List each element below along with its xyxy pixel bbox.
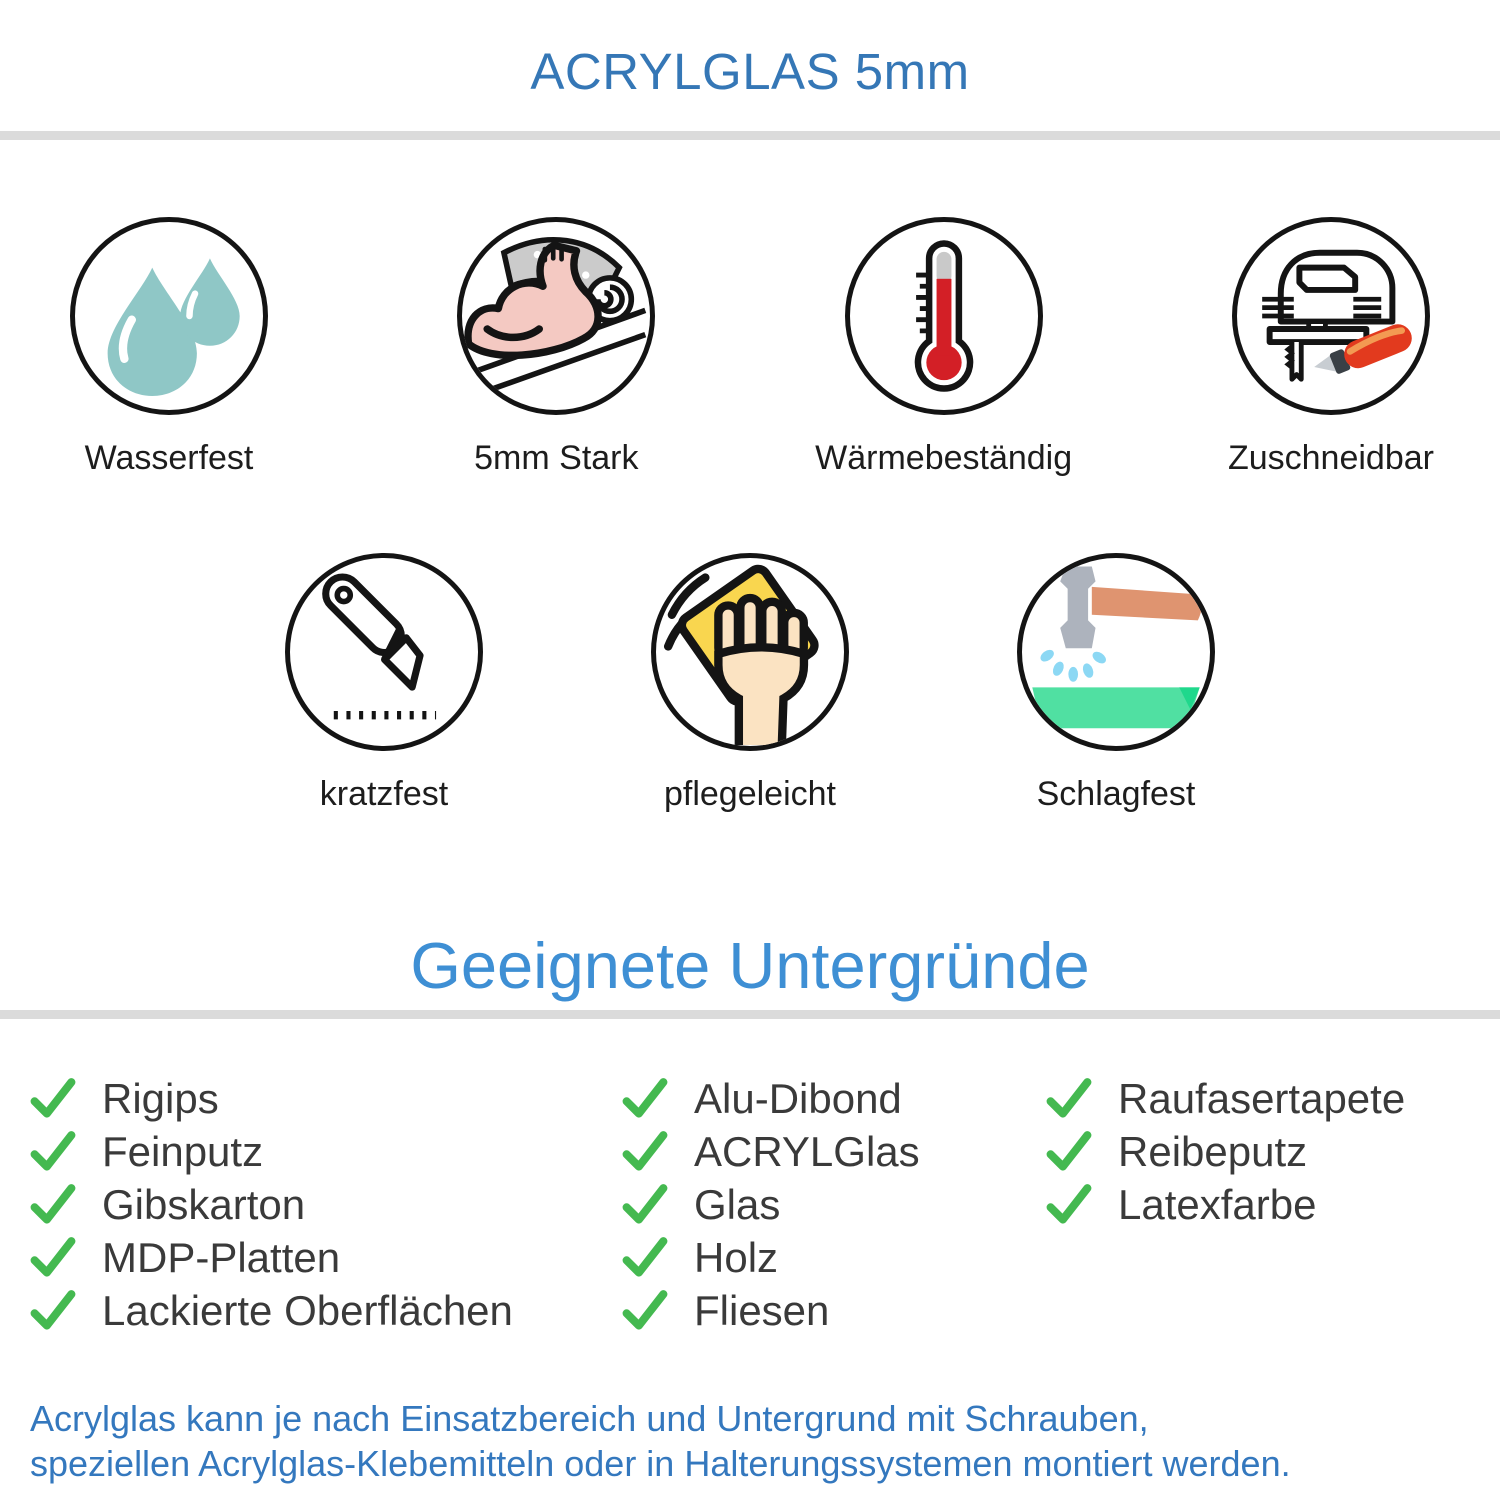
surface-label: Rigips xyxy=(102,1074,219,1122)
surface-label: Lackierte Oberflächen xyxy=(102,1286,513,1334)
feature-circle xyxy=(651,553,849,751)
feature-label: Schlagfest xyxy=(1036,775,1196,813)
jigsaw-cutter-icon xyxy=(1238,223,1424,409)
feature-schlagfest xyxy=(1017,553,1215,814)
surface-item xyxy=(622,1072,920,1125)
checkmark-icon xyxy=(30,1129,76,1175)
feature-label: kratzfest xyxy=(319,775,449,813)
surface-label: MDP-Platten xyxy=(102,1233,341,1281)
feature-label: Wasserfest xyxy=(84,439,254,477)
feature-wasserfest xyxy=(70,217,268,478)
surfaces-column-3 xyxy=(1046,1072,1405,1231)
feature-zuschneidbar xyxy=(1227,217,1434,478)
surface-label: Holz xyxy=(694,1233,779,1281)
surface-item xyxy=(30,1178,513,1231)
feature-circle xyxy=(1232,217,1430,415)
surface-item xyxy=(1046,1178,1405,1231)
surface-item xyxy=(1046,1072,1405,1125)
checkmark-icon xyxy=(622,1129,668,1175)
surface-label: Reibeputz xyxy=(1118,1127,1308,1175)
muscle-arm-icon xyxy=(463,223,649,409)
thermometer-icon xyxy=(851,223,1037,409)
checkmark-icon xyxy=(1046,1076,1092,1122)
checkmark-icon xyxy=(30,1076,76,1122)
surfaces-heading: Geeignete Untergründe xyxy=(410,929,1090,1002)
feature-circle xyxy=(457,217,655,415)
surface-item xyxy=(1046,1125,1405,1178)
feature-circle xyxy=(845,217,1043,415)
water-drops-icon xyxy=(76,223,262,409)
feature-pflegeleicht xyxy=(651,553,849,814)
cleaning-hand-icon xyxy=(657,559,843,745)
checkmark-icon xyxy=(1046,1129,1092,1175)
surfaces-list xyxy=(0,1072,1500,1362)
feature-label: Zuschneidbar xyxy=(1227,439,1434,477)
checkmark-icon xyxy=(622,1288,668,1334)
surface-item xyxy=(622,1125,920,1178)
surface-label: Glas xyxy=(694,1180,781,1228)
feature-circle xyxy=(285,553,483,751)
surface-label: ACRYLGlas xyxy=(694,1127,920,1175)
surface-label: Raufasertapete xyxy=(1118,1074,1406,1122)
feature-5mm-stark xyxy=(457,217,655,478)
hammer-icon xyxy=(1023,559,1209,745)
feature-circle xyxy=(1017,553,1215,751)
checkmark-icon xyxy=(622,1182,668,1228)
surfaces-column-1 xyxy=(30,1072,513,1337)
features-row-1 xyxy=(0,217,1500,478)
utility-knife-icon xyxy=(291,559,477,745)
surfaces-column-2 xyxy=(622,1072,920,1337)
feature-label: 5mm Stark xyxy=(474,439,639,477)
surface-item xyxy=(622,1231,920,1284)
feature-waermebestaendig xyxy=(815,217,1073,478)
checkmark-icon xyxy=(622,1076,668,1122)
page-title: ACRYLGLAS 5mm xyxy=(530,43,970,100)
feature-circle xyxy=(70,217,268,415)
checkmark-icon xyxy=(30,1288,76,1334)
feature-label: pflegeleicht xyxy=(663,775,836,813)
surface-item xyxy=(30,1284,513,1337)
feature-kratzfest xyxy=(285,553,483,814)
surface-label: Fliesen xyxy=(694,1286,830,1334)
note-line-2: speziellen Acrylglas-Klebemitteln oder in Halterungssystemen montiert werden. xyxy=(30,1443,1291,1484)
surface-item xyxy=(622,1284,920,1337)
surface-item xyxy=(622,1178,920,1231)
divider xyxy=(0,131,1500,140)
surface-item xyxy=(30,1125,513,1178)
checkmark-icon xyxy=(30,1182,76,1228)
surface-label: Gibskarton xyxy=(102,1180,306,1228)
surface-label: Feinputz xyxy=(102,1127,264,1175)
divider xyxy=(0,1010,1500,1019)
note-line-1: Acrylglas kann je nach Einsatzbereich und Untergrund mit Schrauben, xyxy=(30,1398,1149,1439)
mounting-note xyxy=(30,1396,1291,1486)
surface-label: Latexfarbe xyxy=(1118,1180,1317,1228)
checkmark-icon xyxy=(30,1235,76,1281)
checkmark-icon xyxy=(622,1235,668,1281)
surface-item xyxy=(30,1231,513,1284)
checkmark-icon xyxy=(1046,1182,1092,1228)
features-row-2 xyxy=(0,553,1500,814)
surface-label: Alu-Dibond xyxy=(694,1074,902,1122)
feature-label: Wärmebeständig xyxy=(815,439,1073,477)
surface-item xyxy=(30,1072,513,1125)
